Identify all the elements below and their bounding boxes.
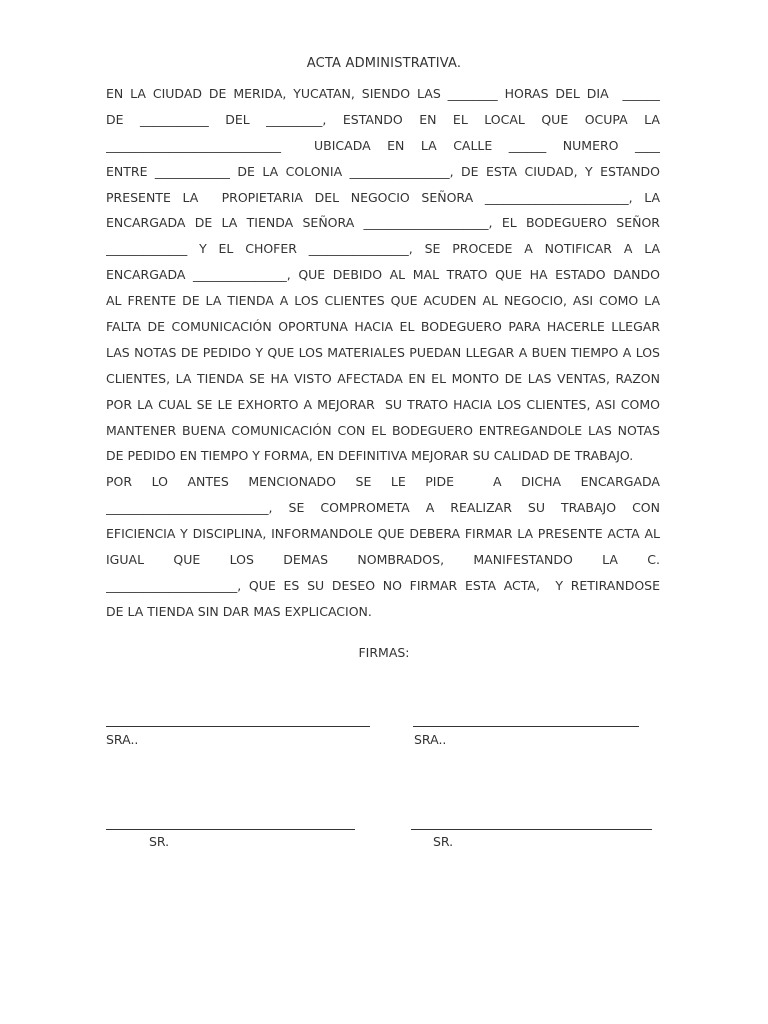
signature-label-sr-right: SR. (433, 834, 454, 849)
body-line: _____________________, QUE ES SU DESEO NO FIRMAR ESTA ACTA, Y RETIRANDOSE (106, 577, 660, 593)
document-title: ACTA ADMINISTRATIVA. (306, 56, 462, 71)
body-line: CLIENTES, LA TIENDA SE HA VISTO AFECTADA EN EL MONTO DE LAS VENTAS, RAZON (106, 370, 660, 386)
body-line: ENTRE ____________ DE LA COLONIA ________________, DE ESTA CIUDAD, Y ESTANDO (106, 163, 660, 179)
signature-label-sra-left: SRA.. (106, 732, 139, 747)
signature-line-sra-right (413, 726, 639, 727)
signature-line-sr-right (411, 829, 652, 830)
body-line: PRESENTE LA PROPIETARIA DEL NEGOCIO SEÑORA _______________________, LA (106, 189, 660, 205)
body-line: __________________________, SE COMPROMETA A REALIZAR SU TRABAJO CON (106, 500, 660, 516)
body-line: ENCARGADA DE LA TIENDA SEÑORA ____________________, EL BODEGUERO SEÑOR (106, 215, 660, 231)
signature-label-sr-left: SR. (149, 834, 170, 849)
body-line: LAS NOTAS DE PEDIDO Y QUE LOS MATERIALES PUEDAN LLEGAR A BUEN TIEMPO A LOS (106, 344, 660, 360)
signature-line-sr-left (106, 829, 355, 830)
body-line: POR LO ANTES MENCIONADO SE LE PIDE A DICHA ENCARGADA (106, 474, 660, 490)
body-line: ENCARGADA _______________, QUE DEBIDO AL MAL TRATO QUE HA ESTADO DANDO (106, 267, 660, 283)
body-line: DE LA TIENDA SIN DAR MAS EXPLICACION. (106, 603, 372, 619)
body-line: EN LA CIUDAD DE MERIDA, YUCATAN, SIENDO LAS ________ HORAS DEL DIA ______ (106, 86, 660, 101)
body-line: DE PEDIDO EN TIEMPO Y FORMA, EN DEFINITIVA MEJORAR SU CALIDAD DE TRABAJO. (106, 448, 634, 464)
body-line: IGUAL QUE LOS DEMAS NOMBRADOS, MANIFESTANDO LA C. (106, 552, 660, 568)
firmas-heading: FIRMAS: (358, 645, 410, 660)
body-line: POR LA CUAL SE LE EXHORTO A MEJORAR SU TRATO HACIA LOS CLIENTES, ASI COMO (106, 396, 660, 412)
body-line: AL FRENTE DE LA TIENDA A LOS CLIENTES QUE ACUDEN AL NEGOCIO, ASI COMO LA (106, 293, 660, 309)
document-body (106, 81, 660, 625)
body-line: DE ___________ DEL _________, ESTANDO EN EL LOCAL QUE OCUPA LA (106, 111, 660, 127)
body-line: MANTENER BUENA COMUNICACIÓN CON EL BODEGUERO ENTREGANDOLE LAS NOTAS (106, 422, 660, 438)
body-line: ____________________________ UBICADA EN LA CALLE ______ NUMERO ____ (106, 137, 660, 153)
signature-line-sra-left (106, 726, 370, 727)
body-line: EFICIENCIA Y DISCIPLINA, INFORMANDOLE QUE DEBERA FIRMAR LA PRESENTE ACTA AL (106, 526, 660, 542)
body-line: FALTA DE COMUNICACIÓN OPORTUNA HACIA EL BODEGUERO PARA HACERLE LLEGAR (106, 319, 660, 335)
body-line: _____________ Y EL CHOFER ________________, SE PROCEDE A NOTIFICAR A LA (106, 241, 660, 257)
signature-label-sra-right: SRA.. (414, 732, 447, 747)
